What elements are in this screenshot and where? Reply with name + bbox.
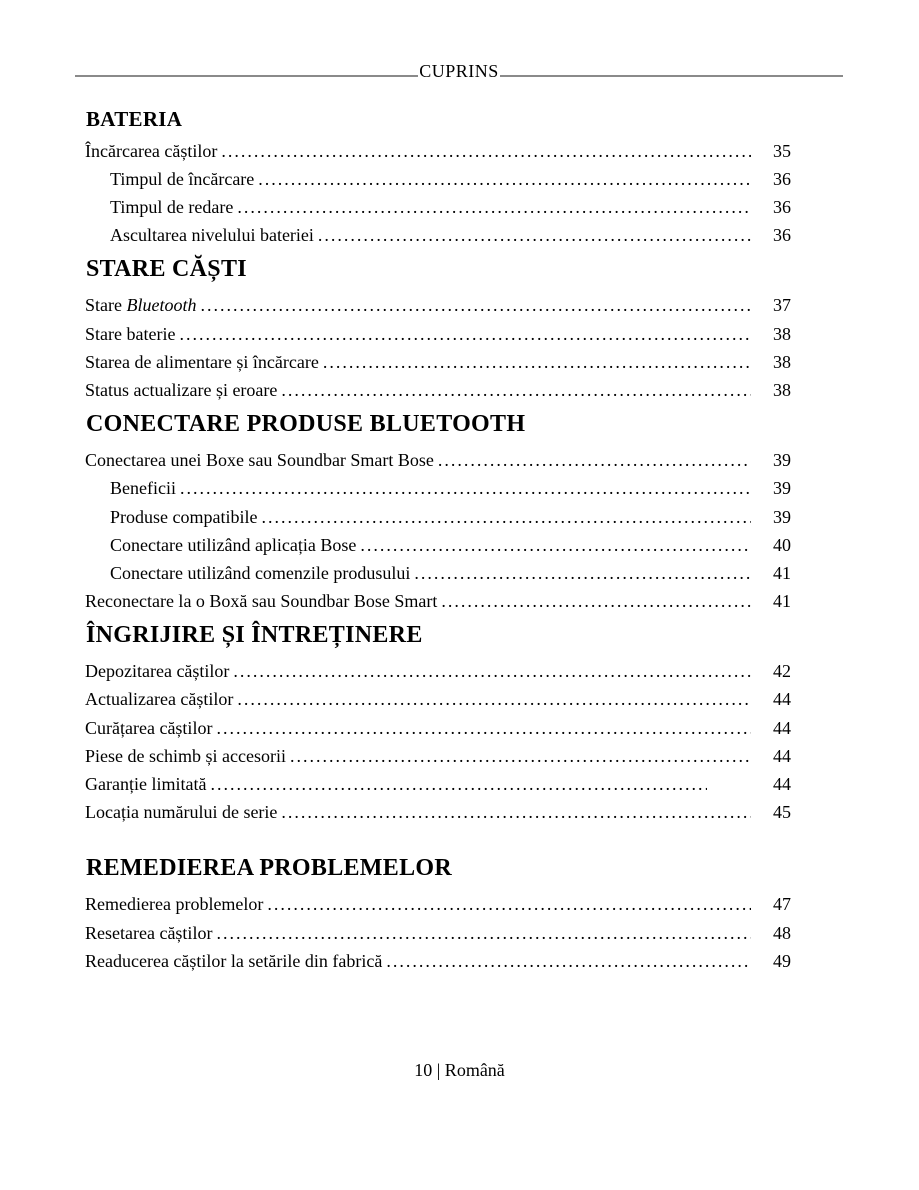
toc-entry-text: Produse compatibile xyxy=(110,506,258,527)
toc-entry-text: Starea de alimentare și încărcare xyxy=(85,351,319,372)
toc-entry-label xyxy=(110,559,410,587)
toc-entry xyxy=(85,165,791,193)
dot-leader xyxy=(216,714,751,742)
toc-entry-page: 39 xyxy=(773,478,791,499)
toc-section xyxy=(85,257,791,404)
toc-entry-text: Locația numărului de serie xyxy=(85,802,278,823)
toc-entry xyxy=(85,587,791,615)
toc-entry-text: Reconectare la o Boxă sau Soundbar Bose Smart xyxy=(85,591,438,612)
toc-entry-text: Timpul de încărcare xyxy=(110,168,255,189)
toc-entry-text: Curățarea căștilor xyxy=(85,717,213,738)
dot-leader xyxy=(438,446,751,474)
toc-section xyxy=(85,412,791,615)
toc-entry-label xyxy=(85,376,277,404)
toc-entry-label xyxy=(85,798,277,826)
toc-entry-page: 49 xyxy=(773,950,791,971)
toc-entry-label xyxy=(110,221,314,249)
dot-leader xyxy=(414,559,751,587)
toc-entry-text: Conectare utilizând aplicația Bose xyxy=(110,534,357,555)
toc-section xyxy=(85,856,791,975)
dot-leader xyxy=(210,770,707,798)
toc-entry-text: Readucerea căștilor la setările din fabrică xyxy=(85,950,383,971)
toc-entry xyxy=(85,474,791,502)
dot-leader xyxy=(441,587,751,615)
toc-entry-text: Resetarea căștilor xyxy=(85,922,213,943)
toc-entry-label xyxy=(85,587,437,615)
dot-leader xyxy=(237,685,751,713)
toc-entry xyxy=(85,193,791,221)
toc-entry-page: 39 xyxy=(773,450,791,471)
toc-entry-text: Actualizarea căștilor xyxy=(85,689,234,710)
dot-leader xyxy=(216,919,751,947)
toc-entry-label xyxy=(85,657,229,685)
toc-entry-label xyxy=(110,193,233,221)
toc-entry-page: 36 xyxy=(773,168,791,189)
header-rule-left xyxy=(75,75,418,77)
toc-entry-label xyxy=(85,291,196,319)
toc-entry xyxy=(85,657,791,685)
toc-entry-label xyxy=(85,770,206,798)
toc-entry-page: 38 xyxy=(773,351,791,372)
dot-leader xyxy=(290,742,751,770)
toc-entry xyxy=(85,320,791,348)
toc-entry-label xyxy=(110,531,356,559)
page-footer xyxy=(0,1060,919,1081)
dot-leader xyxy=(267,890,751,918)
toc-entry xyxy=(85,919,791,947)
dot-leader xyxy=(233,657,751,685)
toc-entry-page: 48 xyxy=(773,922,791,943)
toc-entry-page: 36 xyxy=(773,225,791,246)
toc-entry xyxy=(85,559,791,587)
toc-entry-page: 36 xyxy=(773,197,791,218)
toc-entry xyxy=(85,291,791,319)
toc-entry-page: 45 xyxy=(773,802,791,823)
dot-leader xyxy=(258,165,751,193)
header-rule-right xyxy=(500,75,843,77)
toc-entry-text: Depozitarea căștilor xyxy=(85,661,230,682)
toc-entry-label xyxy=(110,503,257,531)
running-header xyxy=(75,62,843,80)
toc-entry-page: 37 xyxy=(773,295,791,316)
toc-entry-page: 38 xyxy=(773,323,791,344)
toc-entry-page: 41 xyxy=(773,562,791,583)
toc-entry-label xyxy=(110,474,176,502)
toc-entry xyxy=(85,531,791,559)
dot-leader xyxy=(179,320,751,348)
footer-page-label: 10 | Română xyxy=(414,1060,505,1080)
toc-entry-label xyxy=(85,742,286,770)
section-heading: CONECTARE PRODUSE BLUETOOTH xyxy=(86,411,526,438)
toc-section xyxy=(85,108,791,249)
header-title: CUPRINS xyxy=(419,61,499,81)
toc-entry-text: Conectarea unei Boxe sau Soundbar Smart Bose xyxy=(85,450,434,471)
toc-entry xyxy=(85,376,791,404)
toc-entry-text: Ascultarea nivelului bateriei xyxy=(110,225,314,246)
toc-entry-label xyxy=(85,890,263,918)
toc-entry-label xyxy=(85,685,233,713)
section-heading: ÎNGRIJIRE ȘI ÎNTREȚINERE xyxy=(86,622,423,649)
toc-entry-label xyxy=(110,165,254,193)
toc-section xyxy=(85,623,791,826)
toc-entry xyxy=(85,348,791,376)
toc-entry-page: 44 xyxy=(773,717,791,738)
toc-entry-label xyxy=(85,137,217,165)
toc-entry-label xyxy=(85,320,175,348)
toc-entry xyxy=(85,770,791,798)
toc-entry xyxy=(85,742,791,770)
toc-entry-page: 39 xyxy=(773,506,791,527)
toc xyxy=(85,108,791,975)
toc-entry-text: Piese de schimb și accesorii xyxy=(85,745,286,766)
toc-entry-text: Garanție limitată xyxy=(85,774,207,795)
dot-leader xyxy=(261,503,751,531)
toc-entry xyxy=(85,503,791,531)
toc-entry xyxy=(85,890,791,918)
dot-leader xyxy=(281,376,751,404)
toc-entry-page: 44 xyxy=(773,774,791,795)
dot-leader xyxy=(281,798,751,826)
dot-leader xyxy=(318,221,751,249)
dot-leader xyxy=(200,291,751,319)
section-heading: STARE CĂȘTI xyxy=(86,256,247,283)
toc-entry xyxy=(85,446,791,474)
toc-entry-label xyxy=(85,348,319,376)
toc-entry xyxy=(85,714,791,742)
toc-entry-text: Remedierea problemelor xyxy=(85,894,264,915)
toc-entry-text: Beneficii xyxy=(110,478,176,499)
toc-entry xyxy=(85,685,791,713)
toc-entry-label xyxy=(85,947,382,975)
toc-entry xyxy=(85,137,791,165)
toc-entry-text: Stare baterie xyxy=(85,323,176,344)
toc-entry-text: Conectare utilizând comenzile produsului xyxy=(110,562,411,583)
toc-entry-text: Stare xyxy=(85,295,127,316)
toc-entry-page: 42 xyxy=(773,661,791,682)
toc-entry xyxy=(85,221,791,249)
toc-entry xyxy=(85,798,791,826)
toc-entry xyxy=(85,947,791,975)
toc-entry-label xyxy=(85,919,212,947)
dot-leader xyxy=(323,348,751,376)
section-heading: REMEDIEREA PROBLEMELOR xyxy=(86,855,452,882)
toc-entry-text: Status actualizare și eroare xyxy=(85,380,278,400)
toc-entry-text: Timpul de redare xyxy=(110,197,234,218)
toc-entry-text: Încărcarea căștilor xyxy=(85,140,218,161)
dot-leader xyxy=(180,474,751,502)
dot-leader xyxy=(386,947,751,975)
toc-entry-page: 44 xyxy=(773,689,791,710)
toc-entry-label xyxy=(85,446,434,474)
dot-leader xyxy=(237,193,751,221)
toc-entry-page: 38 xyxy=(773,380,791,400)
toc-entry-page: 47 xyxy=(773,894,791,915)
toc-entry-page: 44 xyxy=(773,745,791,766)
toc-entry-page: 41 xyxy=(773,591,791,612)
dot-leader xyxy=(360,531,751,559)
toc-entry-italic-text: Bluetooth xyxy=(126,295,197,316)
section-heading: BATERIA xyxy=(86,107,183,131)
toc-entry-page: 35 xyxy=(773,140,791,161)
dot-leader xyxy=(221,137,751,165)
toc-entry-label xyxy=(85,714,212,742)
toc-entry-page: 40 xyxy=(773,534,791,555)
